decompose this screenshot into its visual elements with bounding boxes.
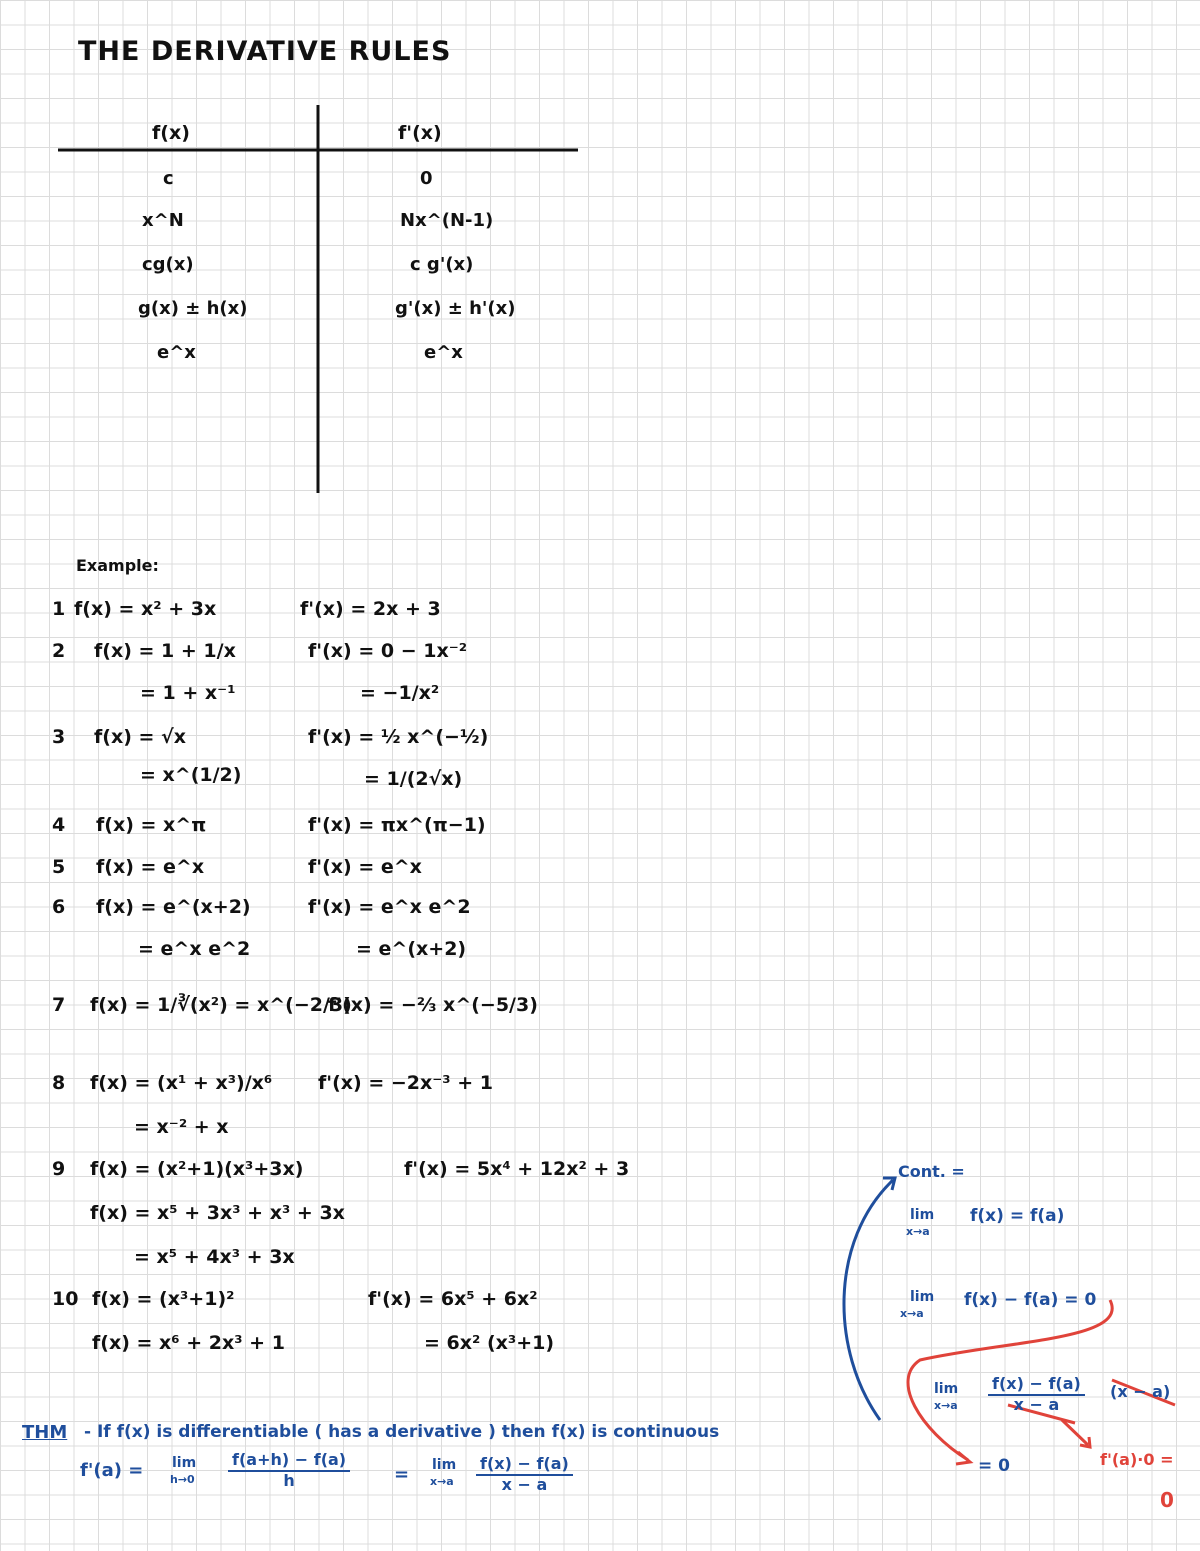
limit-subscript: x→a (900, 1307, 924, 1320)
example-function-step: = x^(1/2) (140, 764, 242, 786)
example-derivative: f'(x) = 6x⁵ + 6x² (368, 1288, 538, 1310)
red-zero: 0 (1160, 1488, 1174, 1512)
table-cell: e^x (157, 342, 196, 363)
example-number: 7 (52, 994, 66, 1016)
limit-subscript: x→a (934, 1399, 958, 1412)
example-derivative: f'(x) = ½ x^(−½) (308, 726, 489, 748)
example-derivative-step: = 6x² (x³+1) (424, 1332, 555, 1354)
table-cell: e^x (424, 342, 463, 363)
table-cell: x^N (142, 210, 184, 231)
red-arrowhead (956, 1452, 970, 1464)
example-function-step: f(x) = x⁵ + 3x³ + x³ + 3x (90, 1202, 345, 1224)
example-number: 2 (52, 640, 66, 662)
continuity-label: Cont. = (898, 1162, 965, 1181)
example-function: f(x) = e^x (96, 856, 205, 878)
table-cell: g(x) ± h(x) (138, 298, 248, 319)
example-function-step: = x⁵ + 4x³ + 3x (134, 1246, 295, 1268)
example-number: 6 (52, 896, 66, 918)
example-derivative-step: = e^(x+2) (356, 938, 467, 960)
table-cell: 0 (420, 168, 433, 189)
limit-label: lim (910, 1207, 935, 1223)
theorem-text: - If f(x) is differentiable ( has a derivative ) then f(x) is continuous (84, 1422, 720, 1442)
example-number: 9 (52, 1158, 66, 1180)
example-derivative: f'(x) = 2x + 3 (300, 598, 441, 620)
example-derivative: f'(x) = πx^(π−1) (308, 814, 486, 836)
limit-label: lim (432, 1457, 457, 1473)
example-function: f(x) = 1 + 1/x (94, 640, 236, 662)
example-function: f(x) = √x (94, 726, 186, 748)
example-number: 3 (52, 726, 66, 748)
fraction-numerator: f(x) − f(a) (988, 1376, 1085, 1396)
example-function: f(x) = (x²+1)(x³+3x) (90, 1158, 304, 1180)
examples-label: Example: (76, 556, 159, 575)
difference-quotient-h (228, 1452, 350, 1490)
table-header-fx: f(x) (152, 122, 190, 144)
red-arrow-2 (1062, 1420, 1088, 1445)
page-title: THE DERIVATIVE RULES (78, 36, 452, 67)
example-number: 8 (52, 1072, 66, 1094)
table-cell: c g'(x) (410, 254, 474, 275)
limit-subscript: x→a (906, 1225, 930, 1238)
example-derivative: f'(x) = −2x⁻³ + 1 (318, 1072, 493, 1094)
table-cell: g'(x) ± h'(x) (395, 298, 516, 319)
table-header-fprime: f'(x) (398, 122, 442, 144)
difference-quotient-x (476, 1456, 573, 1494)
example-derivative-step: = −1/x² (360, 682, 440, 704)
continuity-difference: f(x) − f(a) = 0 (964, 1290, 1097, 1310)
limit-label: lim (910, 1289, 935, 1305)
example-number: 1 (52, 598, 66, 620)
example-function-step: = 1 + x⁻¹ (140, 682, 236, 704)
example-function: f(x) = 1/∛(x²) = x^(−2/3) (90, 994, 352, 1016)
fraction-numerator: f(a+h) − f(a) (228, 1452, 350, 1472)
continuity-statement: f(x) = f(a) (970, 1206, 1065, 1226)
table-cell: c (163, 168, 174, 189)
example-number: 5 (52, 856, 66, 878)
result-zero: = 0 (978, 1456, 1010, 1476)
example-derivative-step: = 1/(2√x) (364, 768, 463, 790)
limit-label: lim (172, 1455, 197, 1471)
example-function-step: f(x) = x⁶ + 2x³ + 1 (92, 1332, 285, 1354)
example-function: f(x) = e^(x+2) (96, 896, 251, 918)
limit-subscript: x→a (430, 1475, 454, 1488)
example-derivative: f'(x) = 0 − 1x⁻² (308, 640, 468, 662)
example-number: 4 (52, 814, 66, 836)
blue-arrow (844, 1180, 893, 1420)
example-derivative: f'(x) = e^x e^2 (308, 896, 471, 918)
example-number: 10 (52, 1288, 79, 1310)
difference-quotient-proof (988, 1376, 1085, 1414)
multiplier-term: (x − a) (1110, 1382, 1171, 1401)
fraction-denominator: x − a (1013, 1394, 1060, 1414)
example-function: f(x) = x² + 3x (74, 598, 217, 620)
example-function-step: = x⁻² + x (134, 1116, 229, 1138)
limit-label: lim (934, 1381, 959, 1397)
example-function: f(x) = (x³+1)² (92, 1288, 235, 1310)
fraction-numerator: f(x) − f(a) (476, 1456, 573, 1476)
table-cell: Nx^(N-1) (400, 210, 494, 231)
example-function-step: = e^x e^2 (138, 938, 251, 960)
fraction-denominator: h (283, 1470, 295, 1490)
red-note: f'(a)·0 = (1100, 1450, 1174, 1469)
example-derivative: f'(x) = e^x (308, 856, 422, 878)
example-function: f(x) = x^π (96, 814, 207, 836)
example-derivative: f'(x) = −⅔ x^(−5/3) (328, 994, 538, 1016)
example-function: f(x) = (x¹ + x³)/x⁶ (90, 1072, 273, 1094)
equals-sign: = (394, 1464, 410, 1485)
theorem-label: THM (22, 1422, 68, 1443)
limit-subscript: h→0 (170, 1473, 195, 1486)
example-derivative: f'(x) = 5x⁴ + 12x² + 3 (404, 1158, 630, 1180)
fraction-denominator: x − a (501, 1474, 548, 1494)
table-cell: cg(x) (142, 254, 194, 275)
definition-lhs: f'(a) = (80, 1460, 144, 1481)
